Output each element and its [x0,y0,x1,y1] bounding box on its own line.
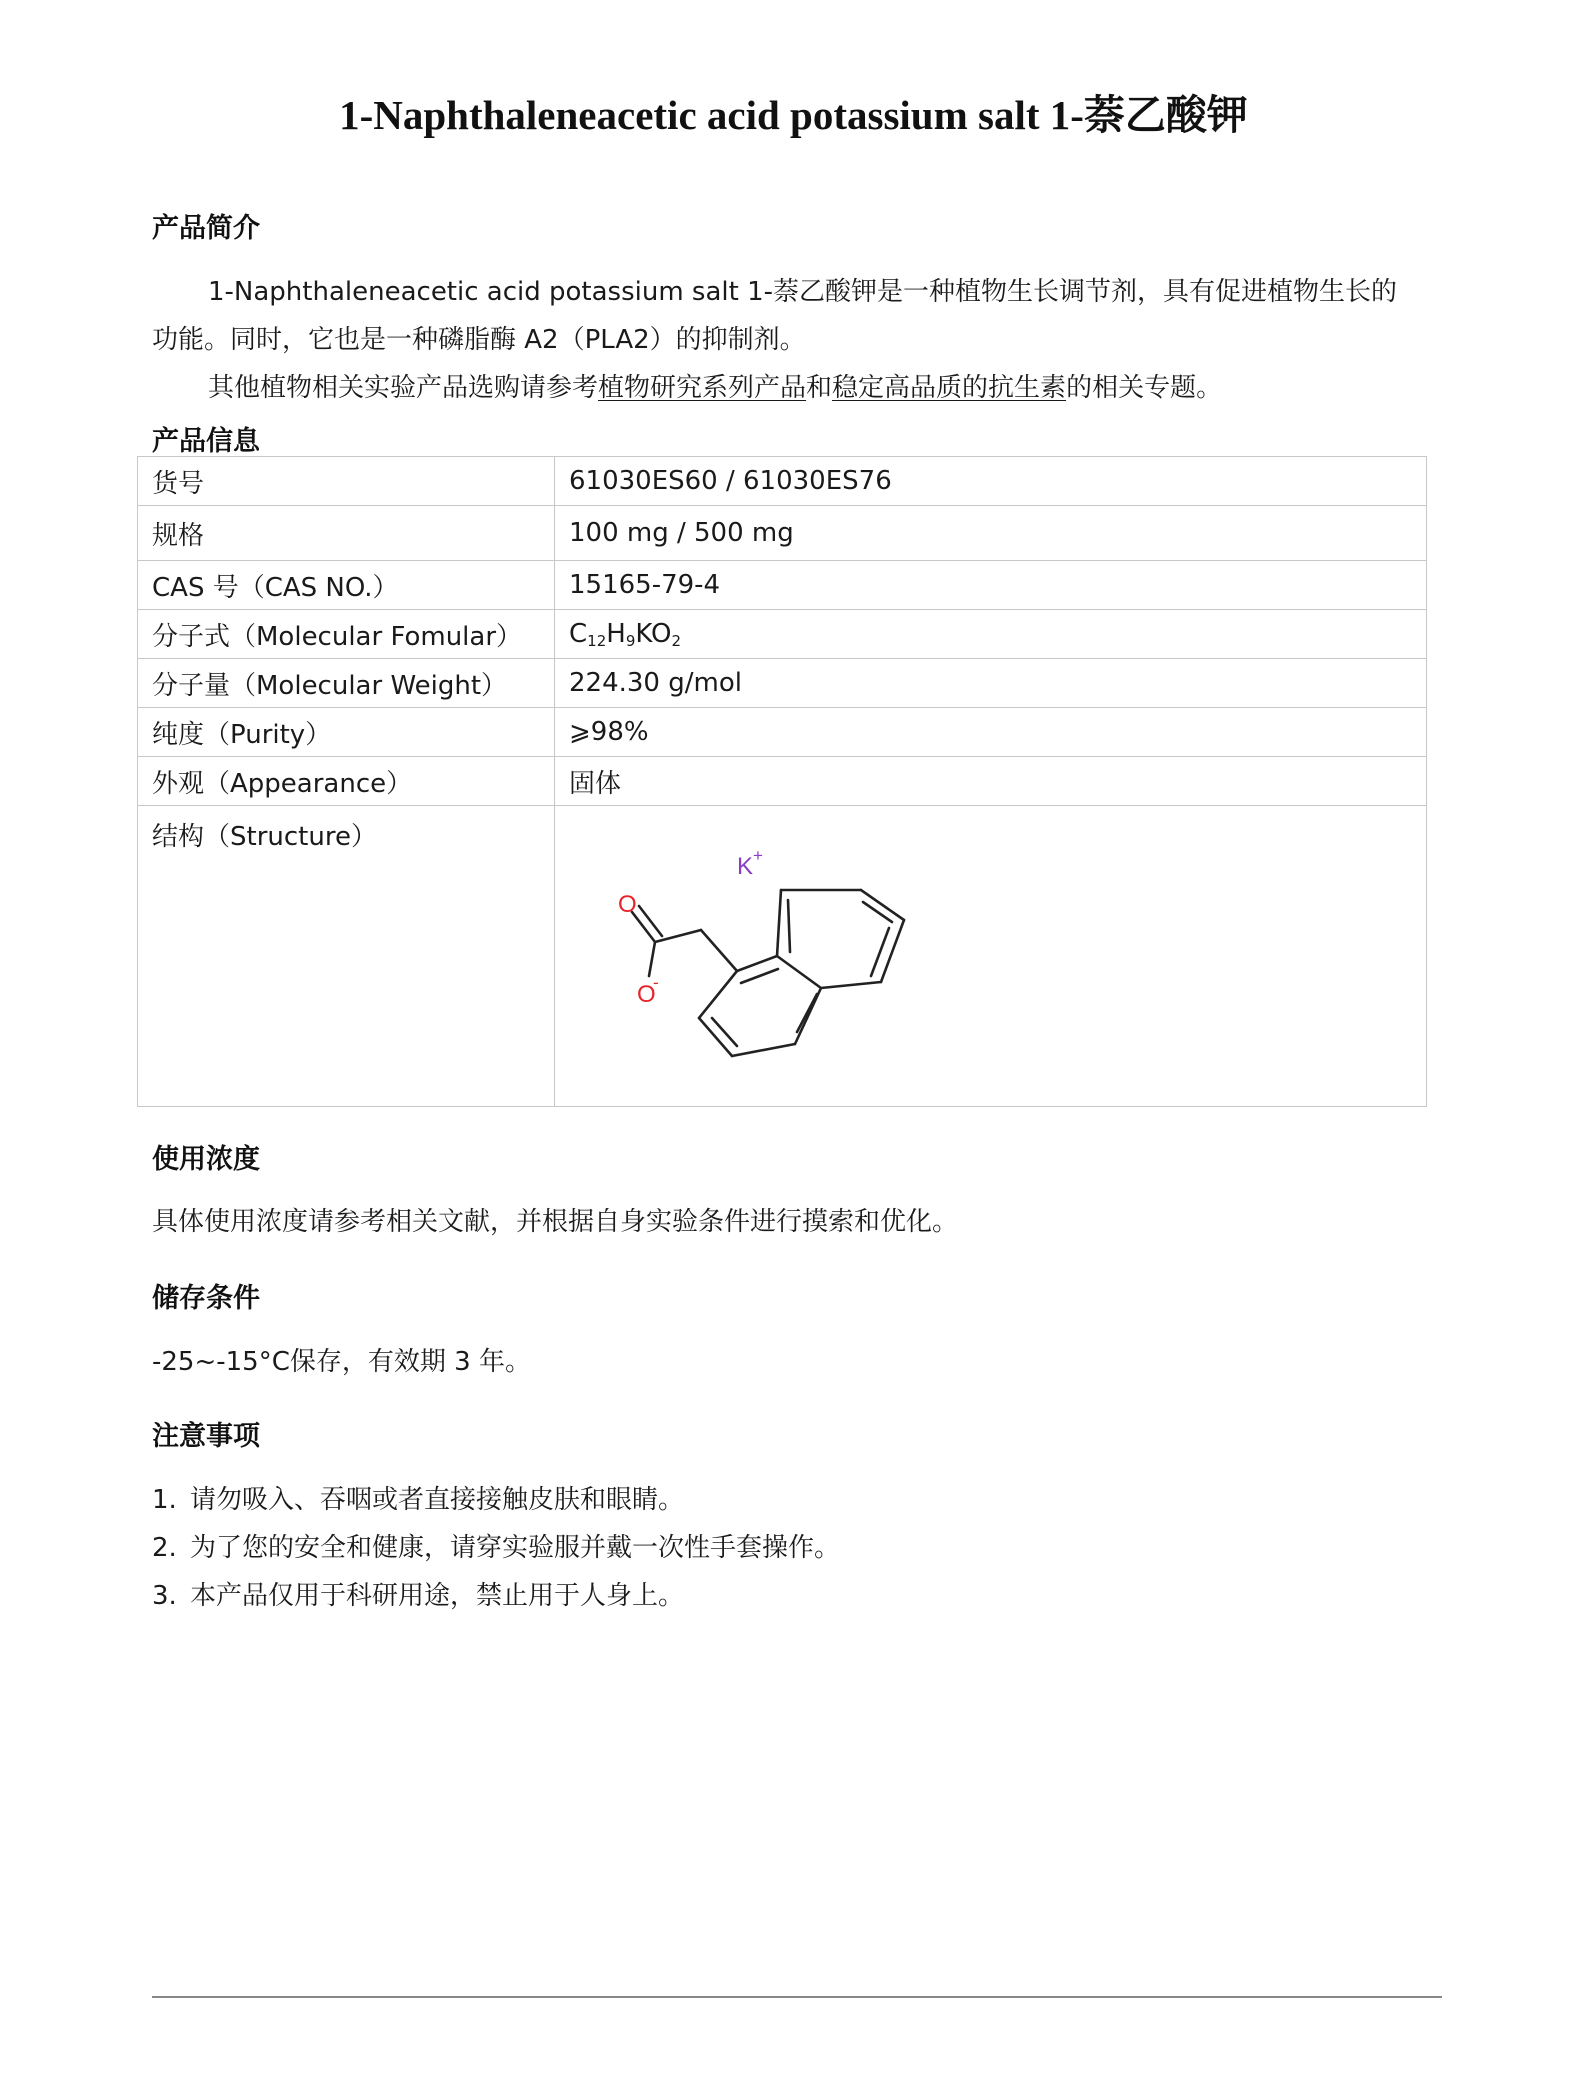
info-heading: 产品信息 [152,426,260,457]
list-item-text: 本产品仅用于科研用途，禁止用于人身上。 [190,1581,685,1611]
molecule-structure-image [569,816,989,1076]
structure-cell [555,806,1427,1107]
notes-heading: 注意事项 [152,1421,260,1452]
intro-line-3-mid: 和 [806,373,833,403]
storage-text: -25~-15°C保存，有效期 3 年。 [152,1347,531,1377]
intro-line-3 [208,364,1222,412]
oxygen-top-label: O [618,891,637,918]
formula-c-count: 12 [587,631,607,650]
plus-charge-label: + [753,846,763,865]
formula-c: C [569,618,588,649]
potassium-label: K [737,853,754,880]
table-row [138,708,1427,757]
list-item [152,1572,840,1620]
usage-heading: 使用浓度 [152,1144,260,1175]
intro-line-3-pre: 其他植物相关实验产品选购请参考 [208,373,599,403]
intro-line-1: 1-Naphthaleneacetic acid potassium salt 1-萘乙酸钾是一种植物生长调节剂，具有促进植物生长的 [208,277,1398,307]
row-key: 结构（Structure） [138,806,555,1107]
row-key: 外观（Appearance） [138,757,555,806]
footer-divider [152,1996,1442,1998]
row-value: ⩾98% [555,708,1427,757]
table-row [138,806,1427,1107]
list-item [152,1476,840,1524]
row-value: 100 mg / 500 mg [555,506,1427,561]
row-key: 分子式（Molecular Fomular） [138,610,555,659]
formula-h: H [606,618,626,649]
formula-h-count: 9 [625,631,636,650]
list-item-number: 1. [152,1485,177,1515]
intro-line-3-post: 的相关专题。 [1066,373,1223,403]
list-item [152,1524,840,1572]
row-key: 分子量（Molecular Weight） [138,659,555,708]
row-key: 纯度（Purity） [138,708,555,757]
notes-list [152,1476,840,1620]
list-item-text: 请勿吸入、吞咽或者直接接触皮肤和眼睛。 [190,1485,685,1515]
table-row [138,757,1427,806]
list-item-number: 3. [152,1581,177,1611]
row-key: CAS 号（CAS NO.） [138,561,555,610]
table-row [138,506,1427,561]
row-value: 224.30 g/mol [555,659,1427,708]
formula-ko: KO [635,618,672,649]
formula-o-count: 2 [671,631,681,650]
list-item-number: 2. [152,1533,177,1563]
table-row [138,457,1427,506]
molecular-formula [555,610,1427,659]
table-row [138,610,1427,659]
antibiotics-link[interactable]: 稳定高品质的抗生素 [832,373,1067,403]
table-row [138,659,1427,708]
row-value: 15165-79-4 [555,561,1427,610]
list-item-text: 为了您的安全和健康，请穿实验服并戴一次性手套操作。 [190,1533,841,1563]
row-value: 固体 [555,757,1427,806]
storage-heading: 储存条件 [152,1283,260,1314]
oxygen-bottom-label: O [637,981,656,1008]
usage-text: 具体使用浓度请参考相关文献，并根据自身实验条件进行摸索和优化。 [152,1207,959,1237]
plant-research-link[interactable]: 植物研究系列产品 [598,373,807,403]
intro-line-2: 功能。同时，它也是一种磷脂酶 A2（PLA2）的抑制剂。 [152,325,806,355]
document-title: 1-Naphthaleneacetic acid potassium salt 1-萘乙酸钾 [339,92,1248,138]
table-row [138,561,1427,610]
row-key: 规格 [138,506,555,561]
intro-heading: 产品简介 [152,213,260,244]
minus-charge-label: - [653,973,659,992]
row-value: 61030ES60 / 61030ES76 [555,457,1427,506]
product-info-table [137,456,1427,1107]
row-key: 货号 [138,457,555,506]
